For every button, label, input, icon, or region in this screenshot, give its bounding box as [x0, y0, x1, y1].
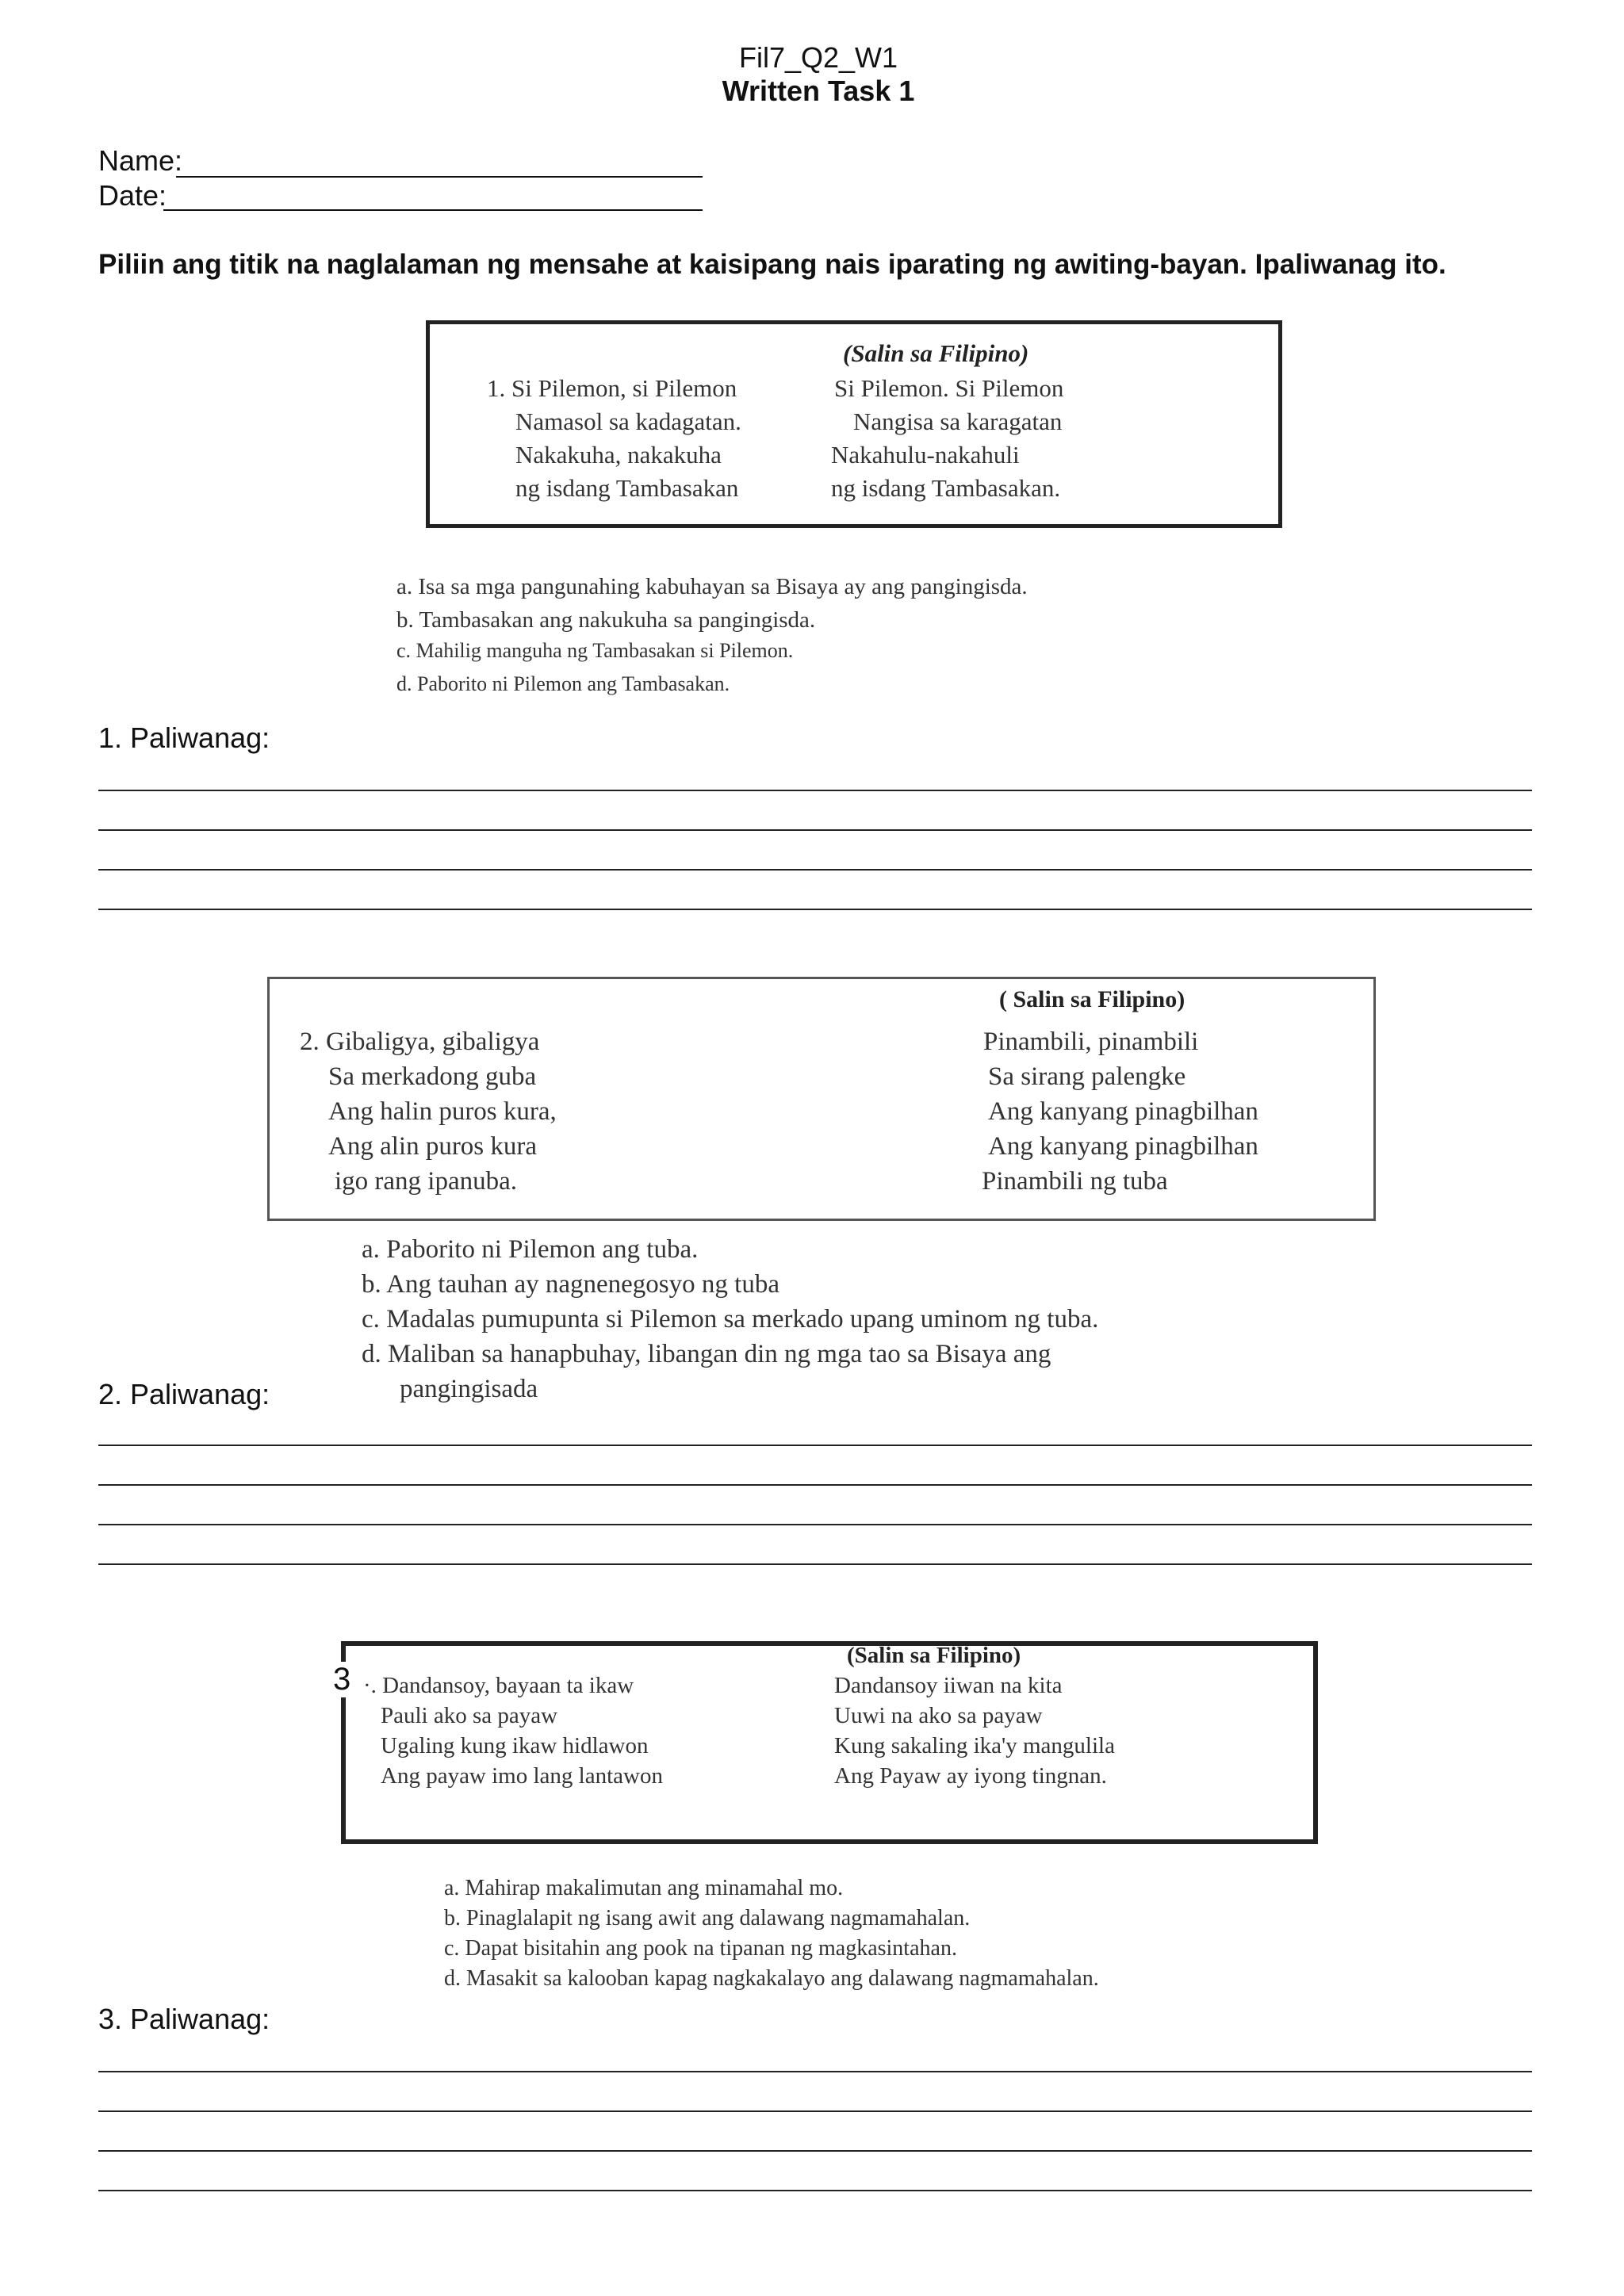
- answer-line[interactable]: [98, 869, 1532, 871]
- poem-translation-line: Nakahulu-nakahuli: [831, 441, 1020, 469]
- poem-original-line: ng isdang Tambasakan: [515, 474, 739, 502]
- choice-b[interactable]: b. Ang tauhan ay nagnenegosyo ng tuba: [362, 1270, 779, 1299]
- poem-original-line: Ang halin puros kura,: [328, 1097, 557, 1126]
- poem-translation-line: Dandansoy iiwan na kita: [834, 1673, 1063, 1698]
- poem-translation-line: Nangisa sa karagatan: [853, 408, 1063, 435]
- poem-translation-line: Ang kanyang pinagbilhan: [988, 1097, 1258, 1126]
- answer-line[interactable]: [98, 1563, 1532, 1565]
- choice-c[interactable]: c. Mahilig manguha ng Tambasakan si Pilemon.: [396, 639, 794, 662]
- translation-heading: ( Salin sa Filipino): [999, 986, 1185, 1012]
- answer-line[interactable]: [98, 790, 1532, 791]
- poem-translation-line: Si Pilemon. Si Pilemon: [834, 374, 1064, 402]
- poem-translation-line: Ang kanyang pinagbilhan: [988, 1132, 1258, 1161]
- translation-heading: (Salin sa Filipino): [847, 1643, 1021, 1668]
- paliwanag-label-3: 3. Paliwanag:: [98, 2003, 270, 2035]
- poem-translation-line: Pinambili, pinambili: [983, 1027, 1199, 1056]
- choice-a[interactable]: a. Isa sa mga pangunahing kabuhayan sa Bisaya ay ang pangingisda.: [396, 574, 1028, 599]
- poem-original-line: 2. Gibaligya, gibaligya: [300, 1027, 540, 1056]
- choice-b[interactable]: b. Tambasakan ang nakukuha sa pangingisda.: [396, 607, 816, 633]
- poem-original-line: Namasol sa kadagatan.: [515, 408, 741, 435]
- poem-translation-line: Sa sirang palengke: [988, 1062, 1186, 1091]
- answer-line[interactable]: [98, 2110, 1532, 2112]
- poem-translation-line: Uuwi na ako sa payaw: [834, 1703, 1043, 1728]
- choice-b[interactable]: b. Pinaglalapit ng isang awit ang dalawang nagmamahalan.: [444, 1906, 971, 1931]
- poem-original-line: Sa merkadong guba: [328, 1062, 537, 1091]
- poem-translation-line: ng isdang Tambasakan.: [831, 474, 1061, 502]
- choice-d[interactable]: d. Masakit sa kalooban kapag nagkakalayo ang dalawang nagmamahalan.: [444, 1966, 1099, 1991]
- answer-line[interactable]: [98, 829, 1532, 831]
- instruction-text: Piliin ang titik na naglalaman ng mensahe at kaisipang nais iparating ng awiting-bayan. Ipaliwanag ito.: [98, 249, 1446, 280]
- poem-translation-line: Kung sakaling ika'y mangulila: [834, 1733, 1115, 1758]
- choice-c[interactable]: c. Madalas pumupunta si Pilemon sa merkado upang uminom ng tuba.: [362, 1305, 1099, 1334]
- answer-line[interactable]: [98, 909, 1532, 910]
- name-label: Name:: [98, 144, 183, 177]
- name-line[interactable]: [176, 176, 703, 178]
- choice-d[interactable]: d. Maliban sa hanapbuhay, libangan din ng mga tao sa Bisaya ang: [362, 1340, 1051, 1368]
- answer-line[interactable]: [98, 1524, 1532, 1525]
- answer-line[interactable]: [98, 2071, 1532, 2072]
- poem-original-line: Nakakuha, nakakuha: [515, 441, 722, 469]
- poem-original-line: ·. Dandansoy, bayaan ta ikaw: [363, 1673, 634, 1698]
- choice-c[interactable]: c. Dapat bisitahin ang pook na tipanan ng magkasintahan.: [444, 1936, 957, 1961]
- answer-line[interactable]: [98, 1484, 1532, 1486]
- date-line[interactable]: [163, 209, 703, 211]
- poem-original-line: Ang payaw imo lang lantawon: [381, 1763, 663, 1789]
- worksheet-title: Written Task 1: [722, 75, 915, 107]
- date-label: Date:: [98, 179, 167, 212]
- poem-original-line: Ugaling kung ikaw hidlawon: [381, 1733, 649, 1758]
- item-number: 3: [330, 1662, 354, 1697]
- choice-d-continued: pangingisada: [400, 1375, 538, 1403]
- poem-original-line: igo rang ipanuba.: [335, 1167, 518, 1196]
- choice-a[interactable]: a. Mahirap makalimutan ang minamahal mo.: [444, 1876, 844, 1900]
- answer-line[interactable]: [98, 2190, 1532, 2191]
- poem-original-line: Ang alin puros kura: [328, 1132, 538, 1161]
- poem-original-line: 1. Si Pilemon, si Pilemon: [487, 374, 737, 402]
- answer-line[interactable]: [98, 2150, 1532, 2152]
- paliwanag-label-2: 2. Paliwanag:: [98, 1378, 270, 1410]
- choice-a[interactable]: a. Paborito ni Pilemon ang tuba.: [362, 1235, 699, 1264]
- poem-original-line: Pauli ako sa payaw: [381, 1703, 558, 1728]
- worksheet-code: Fil7_Q2_W1: [738, 41, 898, 74]
- answer-line[interactable]: [98, 1445, 1532, 1446]
- translation-heading: (Salin sa Filipino): [843, 339, 1029, 367]
- choice-d[interactable]: d. Paborito ni Pilemon ang Tambasakan.: [396, 672, 730, 695]
- poem-translation-line: Ang Payaw ay iyong tingnan.: [834, 1763, 1107, 1789]
- paliwanag-label-1: 1. Paliwanag:: [98, 721, 270, 754]
- poem-translation-line: Pinambili ng tuba: [982, 1167, 1168, 1196]
